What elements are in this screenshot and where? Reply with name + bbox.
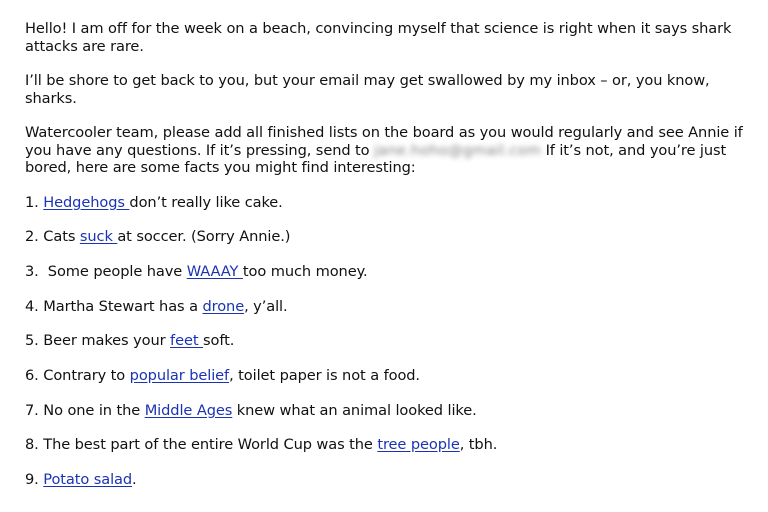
fact-item-1 [25,194,744,212]
fact-text-pre: 8. The best part of the entire World Cup was the [25,436,378,454]
fact-text-post: don’t really like cake. [129,193,283,211]
facts-list [25,194,744,489]
redacted-email: jane.hoho@gmail.com [374,141,542,159]
fact-text-pre: 1. [25,193,44,211]
instructions-text-after: If it’s not, and you’re just bored, here are some facts you might find interesting: [25,141,727,176]
fact-text-pre: 4. Martha Stewart has a [25,297,203,315]
fact-text-pre: 7. No one in the [25,401,145,419]
hedgehogs-link[interactable]: Hedgehogs [43,193,130,211]
fact-text-post: . [132,471,137,488]
waaay-link[interactable]: WAAAY [186,262,243,280]
greeting-paragraph: Hello! I am off for the week on a beach, convincing myself that science is right when it says shark attacks are rare. [25,20,732,55]
fact-text-post: soft. [203,332,235,350]
fact-text-pre: 3. Some people have [25,262,187,280]
fact-text-post: too much money. [242,262,368,280]
fact-item-7 [25,402,744,420]
fact-text-post: knew what an animal looked like. [232,401,477,419]
fact-text-post: , toilet paper is not a food. [229,366,420,384]
popular-belief-link[interactable]: popular belief [129,366,230,384]
fact-item-6 [25,367,744,385]
fact-text-pre: 5. Beer makes your [25,332,171,350]
suck-link[interactable]: suck [79,228,118,246]
fact-text-pre: 6. Contrary to [25,366,130,384]
fact-item-3 [25,263,744,281]
middle-ages-link[interactable]: Middle Ages [144,401,233,419]
fact-text-pre: 9. [25,471,44,488]
fact-text-post: , tbh. [459,436,498,454]
instructions-text-before: Watercooler team, please add all finished lists on the board as you would regularly and see Annie if you have any questions. If it’s pressing, send to [25,124,743,159]
fact-item-2 [25,228,744,246]
shore-paragraph: I’ll be shore to get back to you, but your email may get swallowed by my inbox – or, you know, sharks. [25,72,710,107]
instructions-paragraph [25,124,744,177]
fact-text-post: , y’all. [244,297,288,315]
fact-text-post: at soccer. (Sorry Annie.) [117,228,291,246]
fact-item-9 [25,471,744,489]
fact-item-8 [25,436,744,454]
fact-text-pre: 2. Cats [25,228,80,246]
potato-salad-link[interactable]: Potato salad [43,471,133,488]
drone-link[interactable]: drone [202,297,245,315]
fact-item-5 [25,332,744,350]
tree-people-link[interactable]: tree people [377,436,460,454]
fact-item-4 [25,298,744,316]
feet-link[interactable]: feet [170,332,204,350]
